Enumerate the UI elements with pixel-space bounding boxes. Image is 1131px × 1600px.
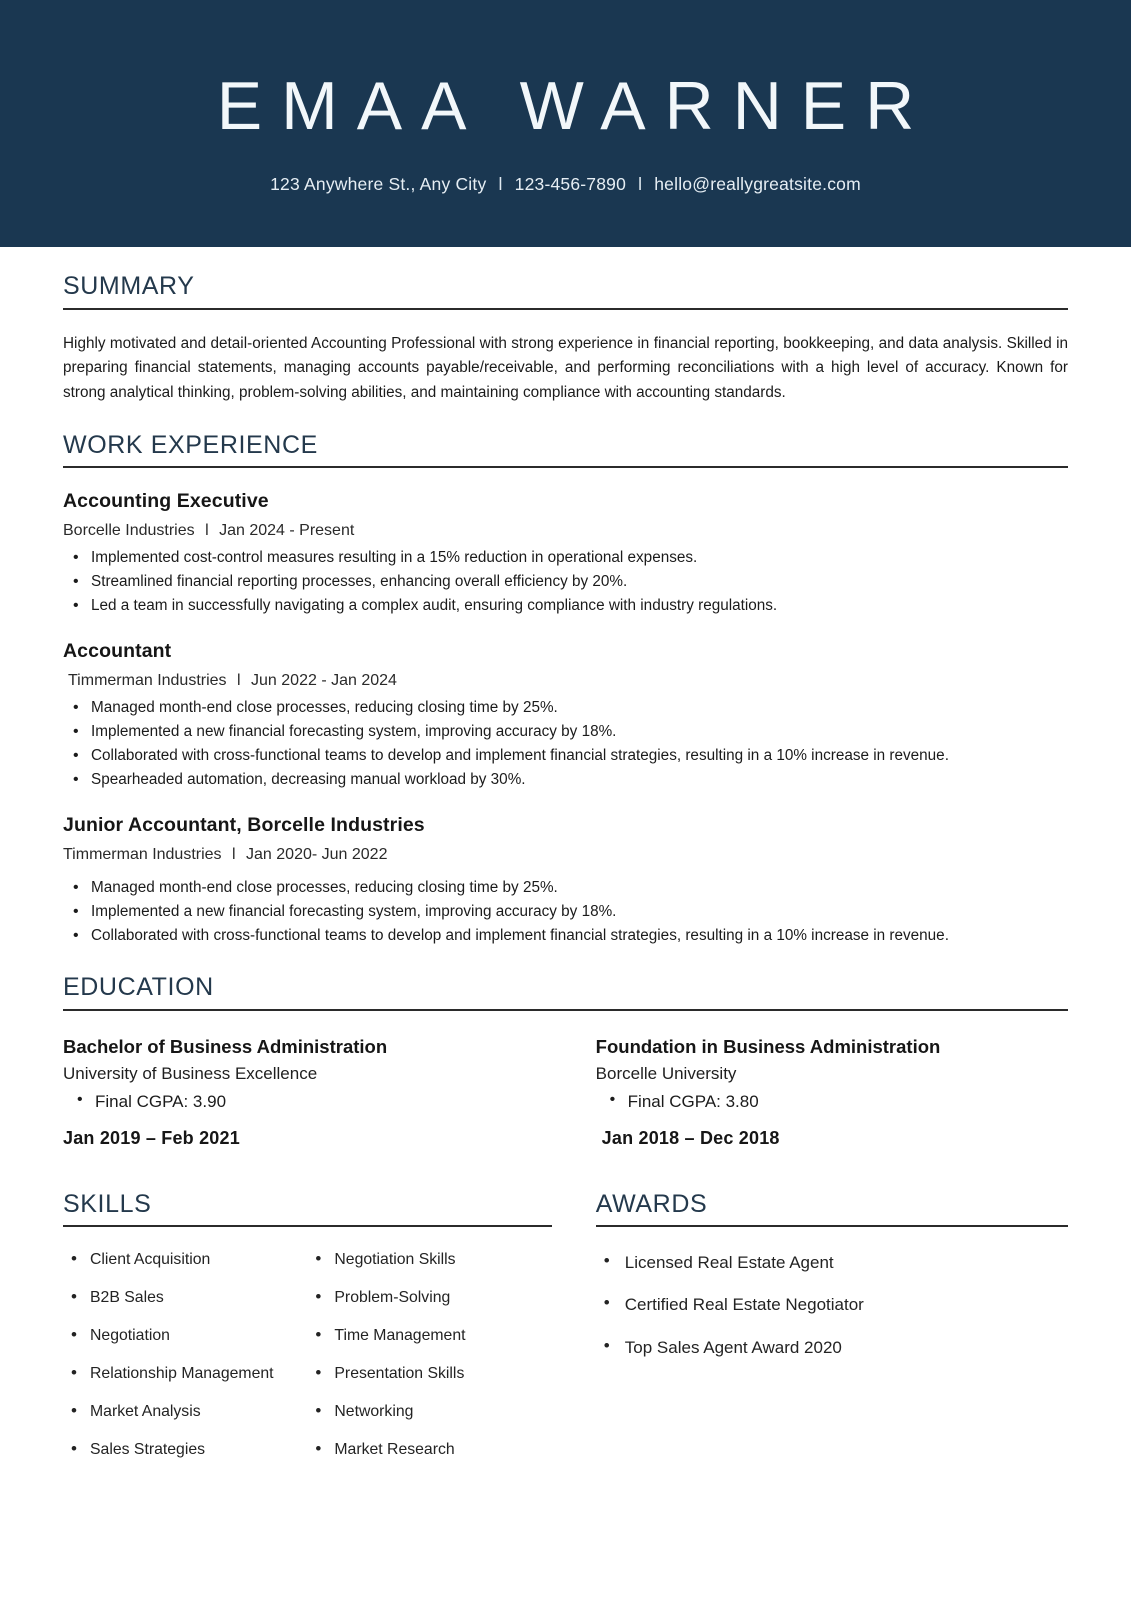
education-column-left <box>63 1011 596 1149</box>
contact-phone[interactable]: 123-456-7890 <box>514 174 627 194</box>
education-entry <box>596 1035 1068 1149</box>
skill-item: • Market Analysis <box>63 1403 307 1422</box>
skill-item: • Problem-Solving <box>307 1289 551 1308</box>
contact-separator-1: l <box>498 174 503 194</box>
skills-heading: SKILLS <box>63 1189 152 1218</box>
section-skills <box>63 1191 596 1479</box>
job-bullet: • Collaborated with cross-functional teams to develop and implement financial strategies, resulting in a 10% increase in revenue. <box>63 744 1068 768</box>
section-education <box>63 974 1068 1148</box>
skill-item: • Networking <box>307 1403 551 1422</box>
award-item: • Licensed Real Estate Agent <box>596 1253 1068 1273</box>
job-title: Junior Accountant, Borcelle Industries <box>63 814 425 837</box>
education-school: Borcelle University <box>595 1064 737 1084</box>
skills-column-two <box>307 1251 551 1479</box>
job-bullet: • Managed month-end close processes, reducing closing time by 25%. <box>63 876 1068 900</box>
education-entry <box>63 1035 560 1149</box>
education-degree: Foundation in Business Administration <box>595 1035 941 1057</box>
education-dates: Jan 2019 – Feb 2021 <box>63 1127 240 1148</box>
job-meta <box>63 522 1068 540</box>
job-bullet-list <box>63 696 1068 792</box>
education-columns <box>63 1011 1068 1149</box>
resume-body <box>0 273 1131 1479</box>
section-awards <box>596 1191 1068 1479</box>
skill-item: • Time Management <box>307 1327 551 1346</box>
skill-item: • Presentation Skills <box>307 1365 551 1384</box>
skill-item: • Relationship Management <box>63 1365 307 1384</box>
education-detail: • Final CGPA: 3.80 <box>596 1089 1068 1115</box>
skill-item: • B2B Sales <box>63 1289 307 1308</box>
job-bullet: • Implemented a new financial forecasting system, improving accuracy by 18%. <box>63 900 1068 924</box>
job-bullet-list <box>63 546 1068 618</box>
contact-separator-2: l <box>638 174 643 194</box>
education-detail: • Final CGPA: 3.90 <box>63 1089 560 1115</box>
job-entry <box>63 814 1068 948</box>
education-detail-list <box>596 1089 1068 1115</box>
education-degree: Bachelor of Business Administration <box>63 1035 388 1057</box>
work-experience-divider <box>63 466 1068 468</box>
job-company: Timmerman Industries <box>68 672 227 690</box>
section-work-experience <box>63 432 1068 949</box>
education-column-right <box>596 1011 1068 1149</box>
education-school: University of Business Excellence <box>63 1064 318 1084</box>
contact-email[interactable]: hello@reallygreatsite.com <box>654 174 861 194</box>
job-title: Accountant <box>63 640 172 663</box>
job-bullet: • Implemented a new financial forecasting system, improving accuracy by 18%. <box>63 720 1068 744</box>
awards-heading: AWARDS <box>595 1189 708 1218</box>
job-meta-separator: l <box>205 522 209 540</box>
section-summary <box>63 273 1068 406</box>
education-detail-list <box>63 1089 560 1115</box>
job-company: Borcelle Industries <box>63 522 195 540</box>
skill-item: • Sales Strategies <box>63 1441 307 1460</box>
job-dates: Jan 2024 - Present <box>219 522 355 540</box>
job-meta <box>63 846 1068 864</box>
award-item: • Certified Real Estate Negotiator <box>596 1295 1068 1315</box>
candidate-name: EMAA WARNER <box>216 68 934 144</box>
skill-item: • Market Research <box>307 1441 551 1460</box>
job-title: Accounting Executive <box>63 490 269 513</box>
summary-divider <box>63 308 1068 310</box>
skills-divider <box>63 1225 552 1227</box>
resume-header-band <box>0 0 1131 247</box>
job-entry <box>63 640 1068 792</box>
skills-awards-row <box>63 1191 1068 1479</box>
job-meta <box>63 672 1068 690</box>
job-bullet: • Led a team in successfully navigating a complex audit, ensuring compliance with industry regulations. <box>63 594 1068 618</box>
job-meta-separator: l <box>237 672 241 690</box>
awards-list <box>596 1253 1068 1358</box>
contact-address: 123 Anywhere St., Any City <box>270 174 487 194</box>
job-bullet: • Managed month-end close processes, reducing closing time by 25%. <box>63 696 1068 720</box>
education-dates: Jan 2018 – Dec 2018 <box>601 1127 780 1148</box>
awards-divider <box>596 1225 1068 1227</box>
summary-heading: SUMMARY <box>63 272 195 300</box>
job-entry <box>63 490 1068 618</box>
job-dates: Jan 2020- Jun 2022 <box>246 846 388 864</box>
job-company: Timmerman Industries <box>63 846 222 864</box>
job-bullet: • Implemented cost-control measures resulting in a 15% reduction in operational expenses. <box>63 546 1068 570</box>
job-meta-separator: l <box>232 846 236 864</box>
job-dates: Jun 2022 - Jan 2024 <box>251 672 397 690</box>
education-heading: EDUCATION <box>63 973 214 1002</box>
summary-paragraph: Highly motivated and detail-oriented Accounting Professional with strong experience in financial reporting, bookkeeping, and data analysis. Skilled in preparing financial statements, managing accounts payable/receivable, and performing reconciliations with a high level of accuracy. Known for strong analytical thinking, problem-solving abilities, and maintaining compliance with accounting standards. <box>63 334 1068 402</box>
skills-columns <box>63 1251 552 1479</box>
job-bullet: • Collaborated with cross-functional teams to develop and implement financial strategies, resulting in a 10% increase in revenue. <box>63 924 1068 948</box>
job-bullet-list <box>63 876 1068 948</box>
award-item: • Top Sales Agent Award 2020 <box>596 1338 1068 1358</box>
work-experience-heading: WORK EXPERIENCE <box>63 430 318 459</box>
skill-item: • Client Acquisition <box>63 1251 307 1270</box>
skills-column-one <box>63 1251 307 1479</box>
contact-line <box>0 174 1131 195</box>
job-bullet: • Streamlined financial reporting processes, enhancing overall efficiency by 20%. <box>63 570 1068 594</box>
job-bullet: • Spearheaded automation, decreasing manual workload by 30%. <box>63 768 1068 792</box>
skill-item: • Negotiation <box>63 1327 307 1346</box>
skill-item: • Negotiation Skills <box>307 1251 551 1270</box>
